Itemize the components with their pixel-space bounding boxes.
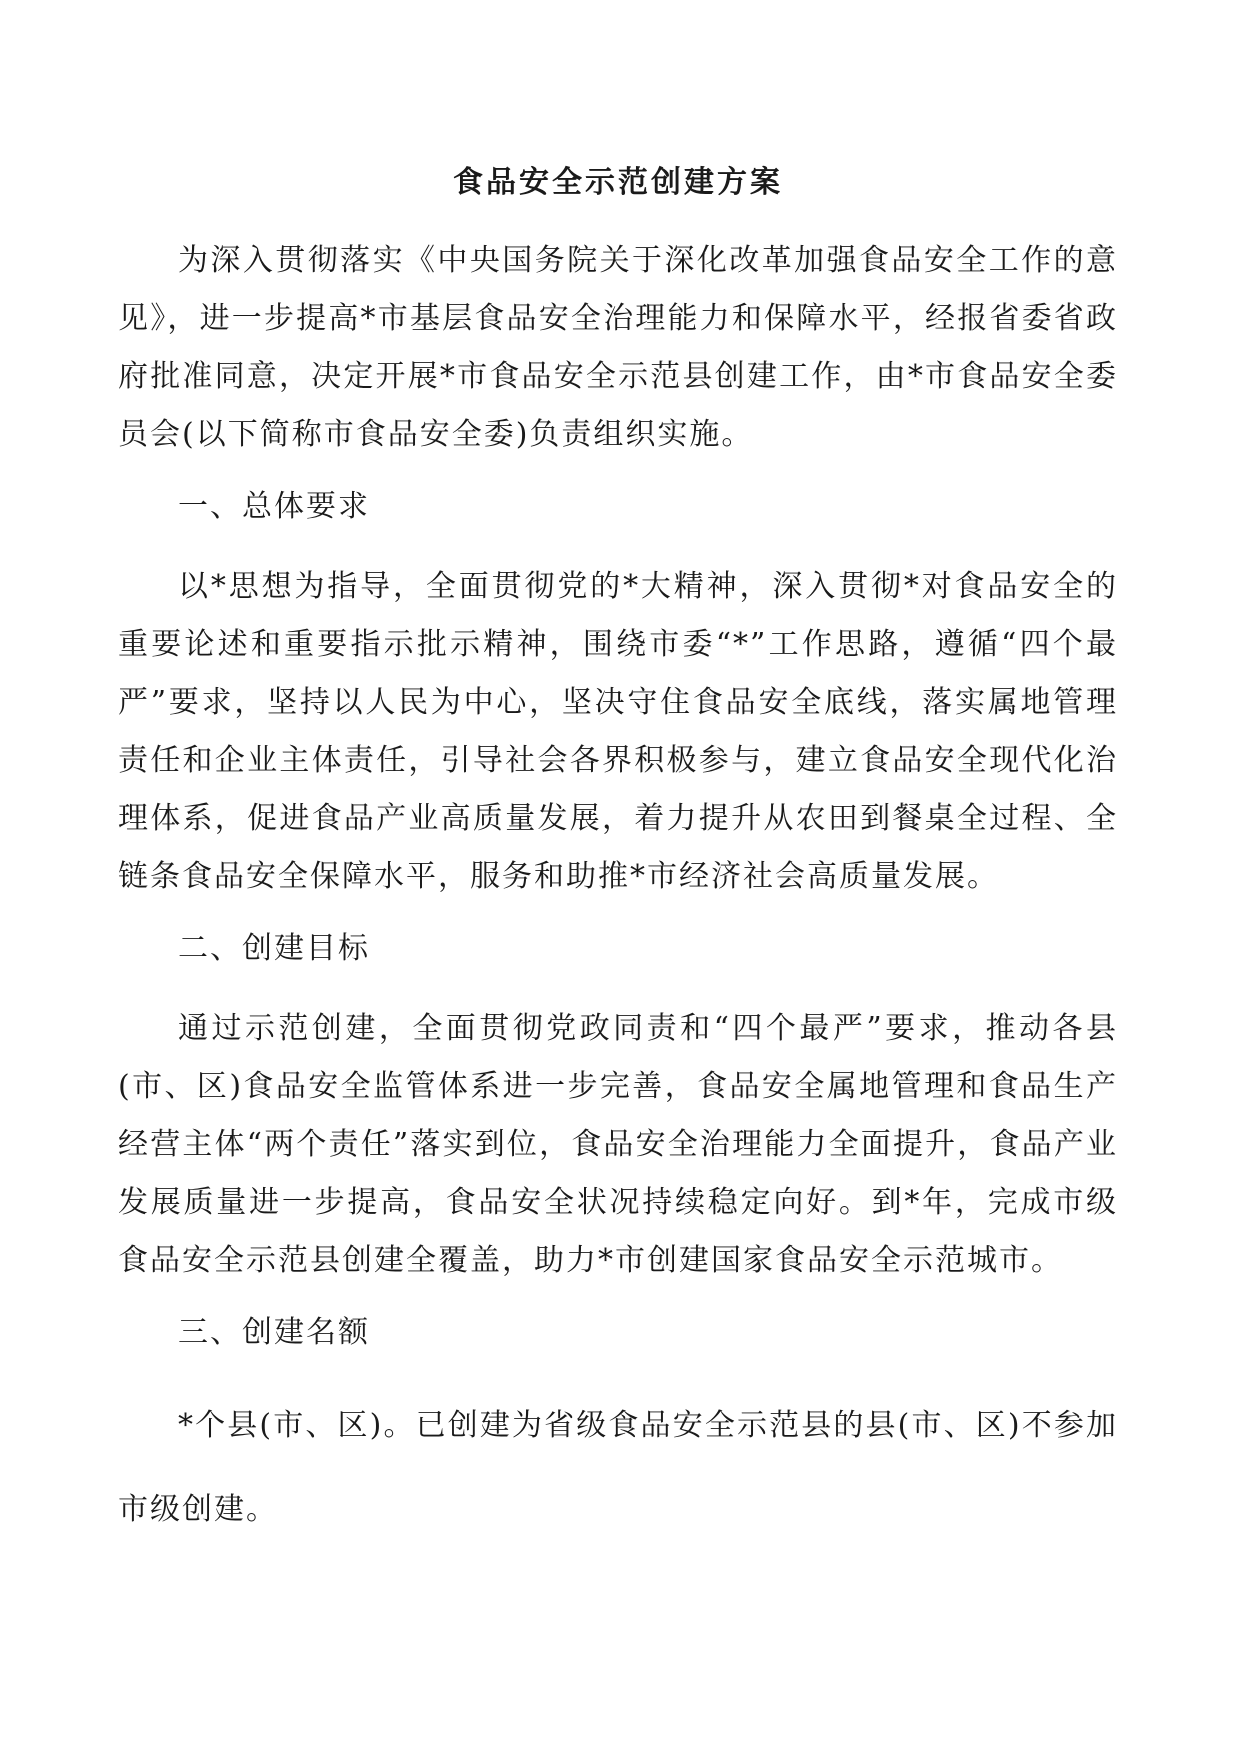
document-title: 食品安全示范创建方案	[453, 165, 783, 200]
section-heading-overall-requirements: 一、总体要求	[178, 489, 370, 524]
section-body-goals: 通过示范创建，全面贯彻党政同责和“四个最严”要求，推动各县(市、区)食品安全监管体系进一步完善，食品安全属地管理和食品生产经营主体“两个责任”落实到位，食品安全治理能力全面提升，食品产业发展质量进一步提高，食品安全状况持续稳定向好。到*年，完成市级食品安全示范县创建全覆盖，助力*市创建国家食品安全示范城市。	[118, 1011, 1118, 1278]
section-body-quota: *个县(市、区)。已创建为省级食品安全示范县的县(市、区)不参加市级创建。	[118, 1408, 1118, 1527]
section-heading-goals: 二、创建目标	[178, 931, 370, 966]
document-page	[118, 160, 1118, 1566]
section-heading-quota: 三、创建名额	[178, 1315, 370, 1350]
section-body-overall-requirements: 以*思想为指导，全面贯彻党的*大精神，深入贯彻*对食品安全的重要论述和重要指示批示精神，围绕市委“*”工作思路，遵循“四个最严”要求，坚持以人民为中心，坚决守住食品安全底线，落实属地管理责任和企业主体责任，引导社会各界积极参与，建立食品安全现代化治理体系，促进食品产业高质量发展，着力提升从农田到餐桌全过程、全链条食品安全保障水平，服务和助推*市经济社会高质量发展。	[118, 569, 1118, 894]
intro-paragraph: 为深入贯彻落实《中央国务院关于深化改革加强食品安全工作的意见》，进一步提高*市基层食品安全治理能力和保障水平，经报省委省政府批准同意，决定开展*市食品安全示范县创建工作，由*市食品安全委员会(以下简称市食品安全委)负责组织实施。	[118, 243, 1118, 452]
